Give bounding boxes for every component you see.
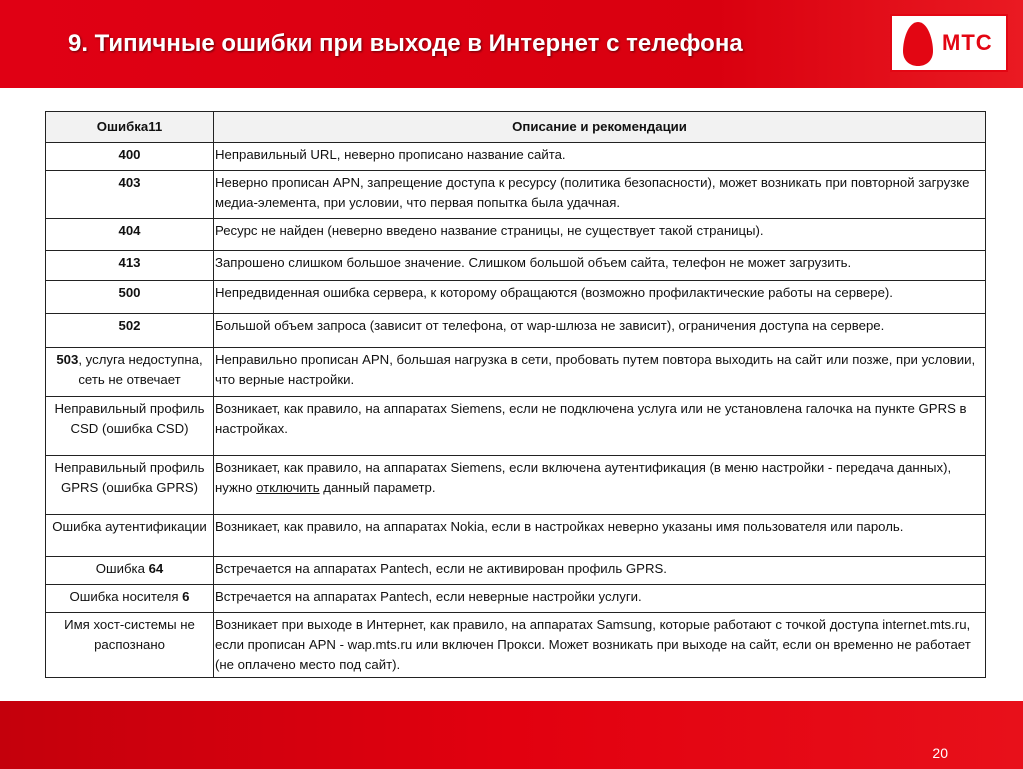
- errors-table: [45, 111, 986, 678]
- error-code: 413: [46, 251, 214, 281]
- logo-text: МТС: [942, 30, 993, 55]
- error-description: [214, 456, 986, 515]
- table-row: [46, 171, 986, 219]
- error-code: [46, 585, 214, 613]
- table-row: [46, 251, 986, 281]
- error-description: Неверно прописан APN, запрещение доступа к ресурсу (политика безопасности), может возникать при повторной загрузке медиа-элемента, при условии, что первая попытка была удачная.: [214, 171, 986, 219]
- table-row: [46, 143, 986, 171]
- table-row: [46, 348, 986, 397]
- description-text: данный параметр.: [319, 480, 436, 495]
- error-code: 404: [46, 219, 214, 251]
- table-row: [46, 515, 986, 557]
- error-description: Неправильно прописан APN, большая нагрузка в сети, пробовать путем повтора выходить на сайт или позже, при условии, что верные настройки.: [214, 348, 986, 397]
- error-code-text: Ошибка: [95, 561, 149, 576]
- table-row: [46, 557, 986, 585]
- table-row: [46, 613, 986, 678]
- error-code: 400: [46, 143, 214, 171]
- error-code-number: 6: [182, 589, 190, 604]
- error-code: 500: [46, 281, 214, 314]
- error-code-number: 503: [56, 352, 79, 367]
- error-code-text: Ошибка носителя: [69, 589, 183, 604]
- description-text: Возникает, как правило, на аппаратах Siemens, если включена аутентификация (в меню настройки - передача данных), нужно: [215, 460, 952, 495]
- error-description: Непредвиденная ошибка сервера, к которому обращаются (возможно профилактические работы на сервере).: [214, 281, 986, 314]
- page-number: 20: [932, 745, 948, 761]
- error-description: Неправильный URL, неверно прописано название сайта.: [214, 143, 986, 171]
- table-row: [46, 397, 986, 456]
- column-header-error: Ошибка11: [46, 112, 214, 143]
- error-code: Неправильный профиль GPRS (ошибка GPRS): [46, 456, 214, 515]
- error-code: Ошибка аутентификации: [46, 515, 214, 557]
- error-code: [46, 557, 214, 585]
- header-bar: [0, 0, 1023, 88]
- error-description: Ресурс не найден (неверно введено название страницы, не существует такой страницы).: [214, 219, 986, 251]
- error-description: Встречается на аппаратах Pantech, если неверные настройки услуги.: [214, 585, 986, 613]
- table-row: [46, 281, 986, 314]
- error-description: Запрошено слишком большое значение. Слишком большой объем сайта, телефон не может загрузить.: [214, 251, 986, 281]
- mts-logo: [890, 14, 1008, 72]
- table-row: [46, 219, 986, 251]
- error-code: 403: [46, 171, 214, 219]
- error-code: [46, 348, 214, 397]
- error-description: Большой объем запроса (зависит от телефона, от wap-шлюза не зависит), ограничения доступа на сервере.: [214, 314, 986, 348]
- error-code: Имя хост-системы не распознано: [46, 613, 214, 678]
- error-description: Встречается на аппаратах Pantech, если не активирован профиль GPRS.: [214, 557, 986, 585]
- table-header-row: [46, 112, 986, 143]
- error-description: Возникает, как правило, на аппаратах Siemens, если не подключена услуга или не установлена галочка на пункте GPRS в настройках.: [214, 397, 986, 456]
- table-row: [46, 314, 986, 348]
- footer-bar: [0, 701, 1023, 769]
- page-title: 9. Типичные ошибки при выходе в Интернет с телефона: [68, 30, 743, 57]
- error-code-text: , услуга недоступна, сеть не отвечает: [78, 352, 203, 387]
- table-row: [46, 456, 986, 515]
- error-description: Возникает при выходе в Интернет, как правило, на аппаратах Samsung, которые работают с точкой доступа internet.mts.ru, если прописан APN - wap.mts.ru или включен Прокси. Может возникать при выходе на сайт, если он временно не работает (не оплачено место под сайт).: [214, 613, 986, 678]
- egg-icon: [902, 20, 934, 68]
- disable-link: отключить: [256, 480, 320, 495]
- error-code: Неправильный профиль CSD (ошибка CSD): [46, 397, 214, 456]
- error-code: 502: [46, 314, 214, 348]
- table-row: [46, 585, 986, 613]
- column-header-description: Описание и рекомендации: [214, 112, 986, 143]
- error-description: Возникает, как правило, на аппаратах Nokia, если в настройках неверно указаны имя пользователя или пароль.: [214, 515, 986, 557]
- error-code-number: 64: [148, 561, 164, 576]
